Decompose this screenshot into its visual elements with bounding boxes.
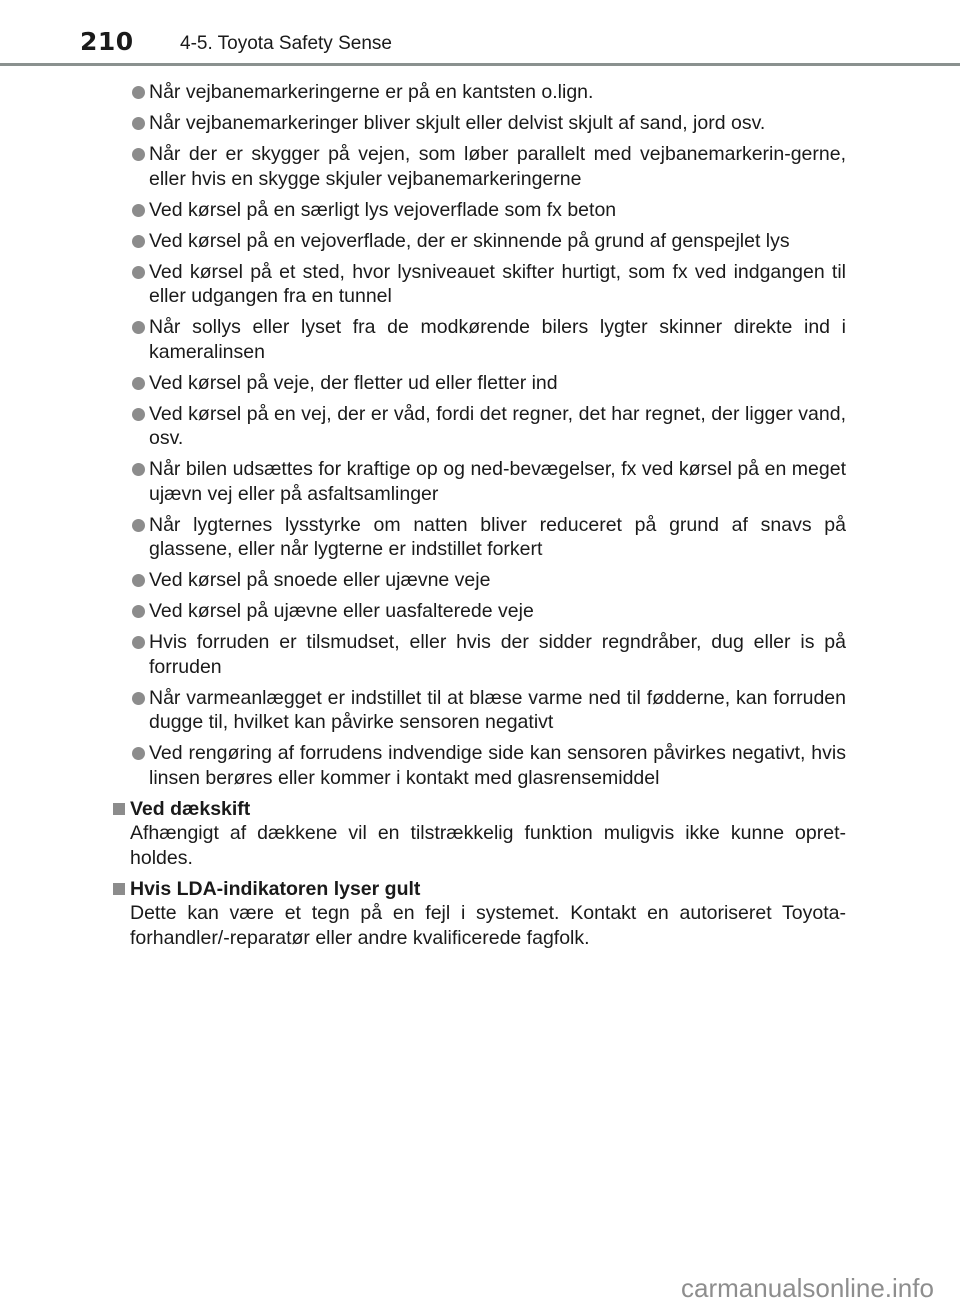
list-item-text: Ved rengøring af forrudens indvendige side kan sensoren påvirkes negativt, hvis linsen berøres eller kommer i kontakt med glasrensemiddel xyxy=(149,742,846,789)
list-item-text: Når bilen udsættes for kraftige op og ned-bevægelser, fx ved kørsel på en meget ujævn vej eller på asfaltsamlinger xyxy=(149,458,846,505)
list-item xyxy=(113,741,846,790)
list-item-text: Når vejbanemarkeringer bliver skjult eller delvist skjult af sand, jord osv. xyxy=(149,112,766,134)
list-item xyxy=(113,80,846,105)
section-heading xyxy=(113,877,846,902)
list-item xyxy=(113,229,846,254)
list-item-text: Ved kørsel på en vejoverflade, der er skinnende på grund af genspejlet lys xyxy=(149,229,790,252)
list-item-text: Når vejbanemarkeringerne er på en kantsten o.lign. xyxy=(149,81,594,103)
list-item-text: Når sollys eller lyset fra de modkørende bilers lygter skinner direkte ind i kameralinsen xyxy=(149,316,846,363)
bullet-list xyxy=(113,80,846,790)
bullet-icon xyxy=(132,463,145,476)
list-item xyxy=(113,371,846,396)
list-item xyxy=(113,457,846,506)
square-bullet-icon xyxy=(113,803,125,815)
list-item xyxy=(113,513,846,562)
header-rule xyxy=(0,63,960,66)
section-lda-indicator xyxy=(113,877,846,951)
list-item-text: Hvis forruden er tilsmudset, eller hvis der sidder regndråber, dug eller is på forruden xyxy=(149,631,846,678)
list-item-text: Ved kørsel på ujævne eller uasfalterede veje xyxy=(149,600,534,622)
section-paragraph: Dette kan være et tegn på en fejl i systemet. Kontakt en autoriseret Toyota-forhandler/-reparatør eller andre kvalificerede fagfolk. xyxy=(130,902,846,949)
list-item xyxy=(113,315,846,364)
bullet-icon xyxy=(132,636,145,649)
list-item-text: Ved kørsel på et sted, hvor lysniveauet skifter hurtigt, som fx ved indgangen til eller udgangen fra en tunnel xyxy=(149,260,846,307)
list-item-text: Ved kørsel på en vej, der er våd, fordi det regner, det har regnet, der ligger vand, osv. xyxy=(149,402,846,449)
section-heading xyxy=(113,797,846,822)
bullet-icon xyxy=(132,519,145,532)
list-item xyxy=(113,402,846,451)
list-item-text: Ved kørsel på en særligt lys vejoverflade som fx beton xyxy=(149,198,617,221)
bullet-icon xyxy=(132,377,145,390)
list-item-text: Ved kørsel på veje, der fletter ud eller fletter ind xyxy=(149,371,558,394)
section-paragraph: Afhængigt af dækkene vil en tilstrækkelig funktion muligvis ikke kunne opret-holdes. xyxy=(130,822,846,869)
bullet-icon xyxy=(132,605,145,618)
list-item xyxy=(113,686,846,735)
bullet-icon xyxy=(132,574,145,587)
list-item xyxy=(113,111,846,136)
bullet-icon xyxy=(132,692,145,705)
bullet-icon xyxy=(132,86,145,99)
list-item xyxy=(113,260,846,309)
list-item-text: Når der er skygger på vejen, som løber parallelt med vejbanemarkerin-gerne, eller hvis en skygge skjuler vejbanemarkeringerne xyxy=(149,143,846,190)
bullet-icon xyxy=(132,235,145,248)
watermark: carmanualsonline.info xyxy=(681,1273,934,1303)
section-heading-text: Ved dækskift xyxy=(130,797,251,820)
square-bullet-icon xyxy=(113,883,125,895)
bullet-icon xyxy=(132,117,145,130)
page-number: 210 xyxy=(80,27,134,56)
section-heading-text: Hvis LDA-indikatoren lyser gult xyxy=(130,877,421,900)
list-item xyxy=(113,198,846,223)
bullet-icon xyxy=(132,408,145,421)
bullet-icon xyxy=(132,321,145,334)
list-item-text: Ved kørsel på snoede eller ujævne veje xyxy=(149,569,491,591)
list-item-text: Når lygternes lysstyrke om natten bliver reduceret på grund af snavs på glassene, eller når lygterne er indstillet forkert xyxy=(149,513,846,560)
page-content xyxy=(113,80,846,957)
bullet-icon xyxy=(132,204,145,217)
list-item xyxy=(113,568,846,593)
list-item-text: Når varmeanlægget er indstillet til at blæse varme ned til fødderne, kan forruden dugge til, hvilket kan påvirke sensoren negativt xyxy=(149,686,846,733)
bullet-icon xyxy=(132,266,145,279)
section-title: 4-5. Toyota Safety Sense xyxy=(180,33,392,54)
list-item xyxy=(113,630,846,679)
section-tire-change xyxy=(113,797,846,871)
bullet-icon xyxy=(132,747,145,760)
list-item xyxy=(113,142,846,191)
list-item xyxy=(113,599,846,624)
bullet-icon xyxy=(132,148,145,161)
